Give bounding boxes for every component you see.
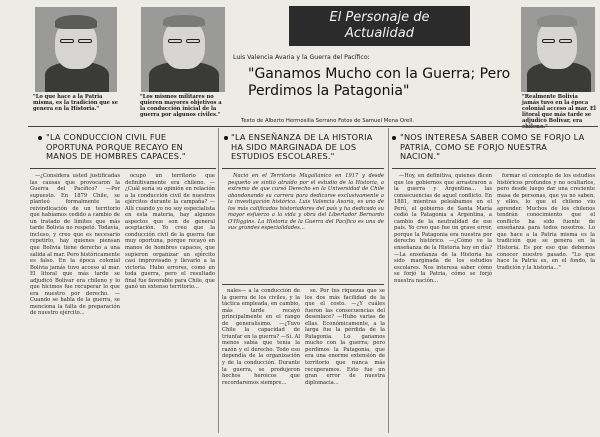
column-1-text: —¿Considera usted justificadas las causas que provocaron la Guerra del Pacífico? —Por supuesto. En 1879 Chile, se planteó formalmente la reivindicación de un territorio que habíamos cedido a cambio de un tratado de límites que más tarde Bolivia no respetó. Todavía, incluso, y creo que es necesario repetirlo, hay quienes piensan que Bolivia tiene derecho a una salida al mar. Pero históricamente es falso. En la época colonial Bolivia jamás tuvo acceso al mar. El litoral que más tarde se adjudicó Bolívar era chileno y lo que hicimos fue recuperar lo que era nuestro por derecho. —Cuando se habla de la guerra, se menciona la falta de preparación de nuestro ejército... [30, 173, 120, 317]
subhead-right: "NOS INTERESA SABER COMO SE FORJO LA PATRIA, COMO SE FORJO NUESTRA NACION." [400, 132, 585, 162]
portrait-photo-right [521, 7, 595, 92]
top-rule [28, 126, 598, 127]
banner-line-2: Actualidad [344, 26, 415, 41]
article-column-4 [222, 288, 300, 433]
subhead-rule-left [30, 168, 216, 169]
bullet-left [38, 136, 42, 140]
bullet-middle [224, 136, 228, 140]
column-2-text: ocupó un territorio que definitivamente era chileno. —¿Cuál sería su opinión en relación a la conducción civil de nuestros ejércitos durante la campaña? —Allí cuando yo no soy especialista en esta materia, hay algunos aspectos que son de general aceptación. Yo creo que la conducción civil de la guerra fue muy oportuna, porque recayó en manos de hombres capaces, que supieron organizar un ejército casi improvisado y llevarlo a la victoria. Hubo errores, como en toda guerra, pero el resultado final fue favorable para Chile, que ganó un extenso territorio... [125, 173, 215, 291]
bullet-right [392, 136, 396, 140]
subhead-left: "LA CONDUCCION CIVIL FUE OPORTUNA PORQUE RECAYO EN MANOS DE HOMBRES CAPACES." [46, 132, 186, 162]
portrait-photo-left [35, 7, 117, 92]
column-5-text: se. Por tus riquezas que se los dos más facilidad de la que el costo. —¿Y cuáles fueron las consecuencias del desenlace? —Hubo varias de ellas. Económicamente, a la larga fue la pérdida de la Patagonia. Lo ganamos mucho con la guerra; pero perdimos la Patagonia, que era una enorme extensión de territorio que nunca más recuperamos. Esto fue un gran error de nuestra diplomacia... [305, 288, 385, 386]
intro-text: Nació en el Territorio Magallánico en 1917 y desde pequeño se sintió atraído por el estudio de la Historia, a extremo de que cursó Derecho en la Universidad de Chile abandonando su carrera para dedicarse exclusivamente a la investigación histórica. Luis Valencia Avaria, es uno de los más calificados historiadores del país y ha dedicado su mayor esfuerzo a la vida y obra del Libertador Bernardo O'Higgins. La Historia de la Guerra del Pacífico es una de sus grandes especialidades... [228, 173, 384, 232]
article-column-5 [305, 288, 385, 433]
kicker: Luis Valencia Avaria y la Guerra del Pacífico: [233, 54, 370, 61]
intro-rule [222, 284, 384, 285]
article-column-6 [394, 173, 492, 433]
banner-line-1: El Personaje de [329, 10, 430, 25]
photo-caption-right: "Realmente Bolivia jamás tuvo en la época colonial acceso al mar. El litoral que más tarde se adjudicó Bolívar, era chileno." [522, 94, 596, 130]
column-7-text: formar el concepto de los estudios históricos profundos y no ocultarlos, pero desde luego dar una creciente masa de personas, que ya no saben, y ellos, lo que el chileno vio aprender. Muchos de los chilenos tendrán conocimiento que el conflicto ha sido fuente de enseñanza para todos nosotros. Lo que hace a la Patria misma es la tradición que se genera en la Historia. Es por eso que debemos conocer nuestro pasado. "Lo que hace la Patria es, en el fondo, la tradición y la historia..." [497, 173, 595, 271]
subhead-rule-right [392, 168, 596, 169]
subhead-rule-middle [222, 168, 384, 169]
article-intro-box [228, 173, 384, 281]
portrait-photo-middle [141, 7, 225, 92]
headline: "Ganamos Mucho con la Guerra; Pero Perdimos la Patagonia" [248, 66, 511, 99]
column-6-text: —Hoy, en definitiva, quienes dicen que los gobiernos que arrastraron a la guerra y Argentina... las consecuencias de aquel conflicto. En 1881, mientras peleábamos en el Perú, el gobierno de Santa María cedió la Patagonia a Argentina, a cambio de la neutralidad de ese país. Yo creo que fue un grave error, porque la Patagonia era nuestra por derecho histórico. —¿Cómo ve la enseñanza de la Historia hoy en día? —La enseñanza de la Historia ha sido marginada de los estudios escolares. Nos interesa saber cómo se forjó la Patria, cómo se forjó nuestra nación... [394, 173, 492, 284]
photo-caption-middle: "Los mismos militares no quieren mayores objetivos a la conducción inicial de la guerra por algunos civiles." [140, 94, 222, 118]
article-column-2 [125, 173, 215, 433]
column-4-text: nales— a la conducción de la guerra de los civiles, y la táctica empleada, en cambio, más tarde recayó principalmente en el rango de generalísimo. —¿Tuvo Chile la capacidad de triunfar en la guerra? —Sí. Al menos sabía que tenía la razón y el derecho. Todo eso dependía de la organización y de la conducción. Durante la guerra, se produjeron hechos heroicos que recordaremos siempre... [222, 288, 300, 386]
column-rule-2 [388, 128, 389, 433]
article-column-7 [497, 173, 595, 433]
photo-caption-left: "Lo que hace a la Patria misma, es la tradición que se genera en la Historia." [33, 94, 118, 112]
subhead-middle: "LA ENSEÑANZA DE LA HISTORIA HA SIDO MARGINADA DE LOS ESTUDIOS ESCOLARES." [231, 132, 373, 162]
article-column-1 [30, 173, 120, 433]
column-rule-1 [218, 128, 219, 433]
section-banner [289, 6, 470, 46]
byline: Texto de Alberto Hermosilla Serrano Fotos de Samuel Mena Orell. [241, 118, 415, 124]
